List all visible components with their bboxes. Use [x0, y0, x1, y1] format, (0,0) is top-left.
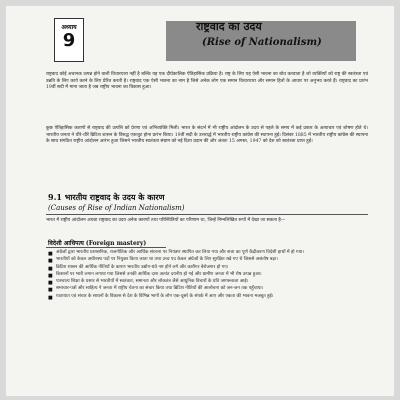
list-item — [46, 265, 368, 271]
list-item-text: अंग्रेजों द्वारा भारतीय प्रशासनिक, राजनीतिक और आर्थिक संरचना पर नियंत्रण स्थापित कर लिया गया और सत्ता का पूर्ण केंद्रीकरण विदेशी हाथों में हो गया। — [56, 250, 305, 255]
section-divider — [46, 214, 368, 215]
bullet-icon: ■ — [48, 251, 53, 257]
book-page — [6, 6, 394, 396]
list-item-text: समाचार-पत्रों और साहित्य ने जनता में राष्ट्रीय चेतना का संचार किया तथा ब्रिटिश नीतियों की आलोचना को जन-जन तक पहुँचाया। — [56, 286, 264, 292]
list-item — [46, 272, 368, 278]
bullet-icon: ■ — [48, 272, 53, 279]
subsection-divider — [46, 247, 166, 248]
list-item — [46, 286, 368, 292]
list-item — [46, 294, 368, 300]
chapter-number: 9 — [62, 30, 76, 51]
list-item-text: भारतीयों को केवल अधीनस्थ पदों पर नियुक्त किया जाता था तथा उच्च पद केवल अंग्रेजों के लिए सुरक्षित रखे गए थे जिससे असंतोष बढ़ा। — [56, 257, 278, 263]
bullet-icon: ■ — [48, 287, 53, 294]
intro-paragraph: राष्ट्रवाद कोई अचानक उत्पन्न होने वाली विचारधारा नहीं है बल्कि यह एक दीर्घकालिक ऐतिहासिक प्रक्रिया है। राष्ट्र के लिए यह ऐसी भावना का बोध करवाता है जो व्यक्तियों को राष्ट्र की स्वतंत्रता एवं उन्नति के लिए कार्य करने के लिए प्रेरित करती है। राष्ट्रवाद एक ऐसी भावना का नाम है जिसे अनेक लोग एक समान विचारधारा और समान हितों के आधार पर अनुभव करते हैं। राष्ट्रवाद का प्रारंभ 19वीं सदी में माना जाता है जब राष्ट्रीय भावना का विकास हुआ। — [46, 72, 368, 91]
subsection-title: विदेशी आधिपत्य (Foreign mastery) — [48, 240, 147, 247]
list-item — [46, 250, 368, 256]
section-title: 9.1 भारतीय राष्ट्रवाद के उदय के कारण — [48, 192, 165, 202]
list-item — [46, 257, 368, 263]
bullet-icon: ■ — [48, 265, 53, 272]
chapter-title-english: (Rise of Nationalism) — [202, 37, 322, 48]
chapter-title-hindi: राष्ट्रवाद का उदय — [196, 20, 262, 33]
list-item-text: किसानों पर भारी लगान लगाया गया जिससे उनकी आर्थिक दशा अत्यंत दयनीय हो गई और ग्रामीण जनता में भी रोष उत्पन्न हुआ। — [56, 271, 262, 277]
section-intro: भारत में राष्ट्रीय आंदोलन अथवा राष्ट्रवाद का उदय अनेक कारणों तथा परिस्थितियों का परिणाम था, जिन्हें निम्नलिखित रूपों में देखा जा सकता है— — [46, 218, 286, 223]
bullet-icon: ■ — [48, 258, 53, 265]
cause-list — [46, 250, 368, 301]
list-item-text: पाश्चात्य शिक्षा के प्रसार से भारतीयों में स्वतंत्रता, समानता और लोकतंत्र जैसे आधुनिक विचारों के प्रति जागरूकता आई। — [56, 279, 249, 285]
chapter-badge — [54, 18, 84, 62]
list-item-text: ब्रिटिश शासन की आर्थिक नीतियों के कारण भारतीय उद्योग-धंधे नष्ट होने लगे और कारीगर बेरोजगार हो गए। — [56, 264, 229, 270]
list-item-text: यातायात एवं संचार के साधनों के विकास से देश के विभिन्न भागों के लोग एक-दूसरे के संपर्क में आए और एकता की भावना मजबूत हुई। — [56, 293, 274, 299]
intro-paragraph: कुछ ऐतिहासिक कारणों से राष्ट्रवाद की उत्पत्ति को प्रेरणा एवं अभिव्यक्ति मिली। भारत के संदर्भ में भी राष्ट्रीय आंदोलन के उदय से पहले के समय में कई प्रकार के अत्याचार एवं शोषण होते थे। भारतीय जनता ने धीरे-धीरे ब्रिटिश शासन के विरुद्ध एकजुट होना प्रारंभ किया। 19वीं सदी के उत्तरार्द्ध में भारतीय राष्ट्रीय कांग्रेस की स्थापना हुई। दिसंबर 1885 में भारतीय राष्ट्रीय कांग्रेस की स्थापना के साथ संगठित राष्ट्रीय आंदोलन आरंभ हुआ जिसने भारतीय स्वतंत्रता संग्राम को नई दिशा प्रदान की और अंततः 15 अगस्त, 1947 को देश को स्वतंत्रता प्राप्त हुई। — [46, 126, 368, 145]
bullet-icon: ■ — [48, 294, 53, 301]
section-subtitle: (Causes of Rise of Indian Nationalism) — [48, 204, 185, 212]
list-item — [46, 279, 368, 285]
bullet-icon: ■ — [48, 280, 53, 287]
chapter-label: अध्याय — [61, 24, 77, 31]
